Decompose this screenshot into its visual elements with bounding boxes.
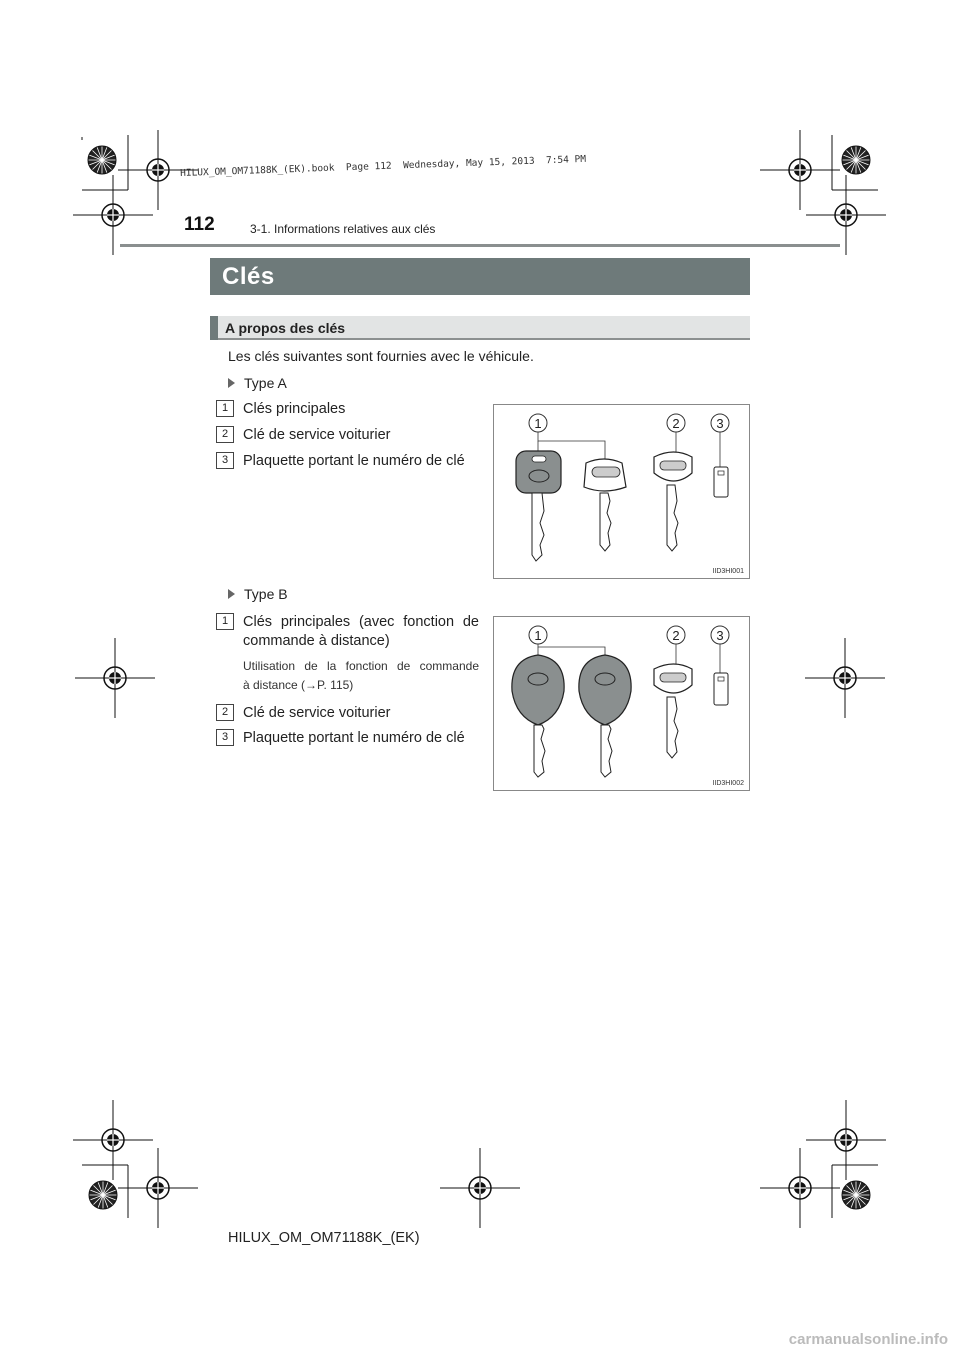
callout-3: 3 <box>716 416 724 431</box>
callout-number: 1 <box>216 400 234 417</box>
type-b-note-line-2: à distance (→P. 115) <box>243 678 354 692</box>
type-a-heading <box>228 375 287 391</box>
callout-number: 3 <box>216 452 234 469</box>
arrow-icon <box>228 589 235 599</box>
type-b-item-1-line-1: Clés principales (avec fonction de <box>243 614 479 630</box>
type-a-item-1: Clés principales <box>243 401 346 417</box>
subsection-title: A propos des clés <box>225 320 346 336</box>
footer-model-code: HILUX_OM_OM71188K_(EK) <box>228 1230 420 1246</box>
arrow-icon <box>228 378 235 388</box>
callout-2: 2 <box>672 628 680 643</box>
type-b-heading <box>228 586 288 602</box>
type-a-item-2: Clé de service voiturier <box>243 427 391 443</box>
intro-text: Les clés suivantes sont fournies avec le véhicule. <box>228 348 534 364</box>
section-header: 3-1. Informations relatives aux clés <box>250 222 436 236</box>
subsection-accent <box>210 316 218 340</box>
callout-number: 3 <box>216 729 234 746</box>
figure-code: IID3HI002 <box>712 780 744 787</box>
callout-number: 2 <box>216 426 234 443</box>
type-b-item-3: Plaquette portant le numéro de clé <box>243 730 465 746</box>
callout-1: 1 <box>534 416 542 431</box>
watermark: carmanualsonline.info <box>788 1331 948 1348</box>
callout-number: 2 <box>216 704 234 721</box>
type-a-label: Type A <box>244 375 287 391</box>
callout-3: 3 <box>716 628 724 643</box>
callout-1: 1 <box>534 628 542 643</box>
type-b-note-line-1: Utilisation de la fonction de commande <box>243 659 479 673</box>
book-stamp: HILUX_OM_OM71188K_(EK).book Page 112 Wednesday, May 15, 2013 7:54 PM <box>180 153 587 179</box>
type-a-item-3: Plaquette portant le numéro de clé <box>243 453 465 469</box>
type-b-keys-illustration <box>494 617 749 790</box>
type-b-item-1-line-2: commande à distance) <box>243 633 390 649</box>
callout-number: 1 <box>216 613 234 630</box>
page-title: Clés <box>210 258 750 295</box>
type-a-figure <box>493 404 750 579</box>
callout-2: 2 <box>672 416 680 431</box>
type-b-figure <box>493 616 750 791</box>
type-b-label: Type B <box>244 586 288 602</box>
header-rule <box>120 244 840 247</box>
type-b-item-2: Clé de service voiturier <box>243 705 391 721</box>
page-number: 112 <box>184 214 215 235</box>
figure-code: IID3HI001 <box>712 568 744 575</box>
type-a-keys-illustration <box>494 405 749 578</box>
